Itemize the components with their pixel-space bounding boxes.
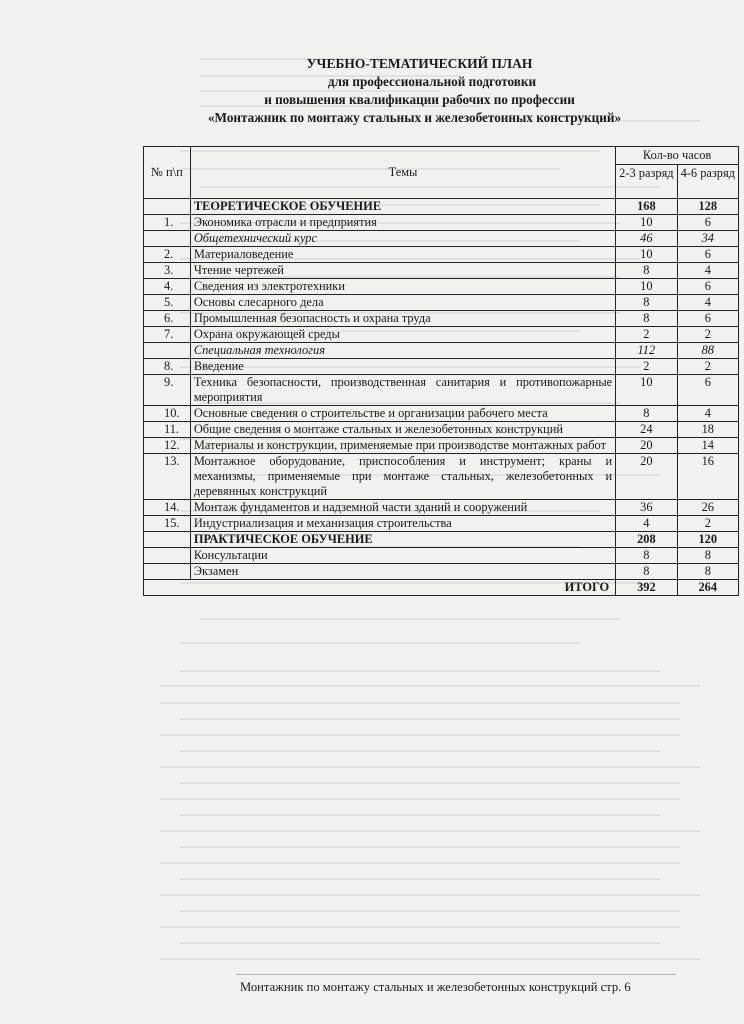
ghost-line xyxy=(160,926,680,928)
ghost-line xyxy=(200,618,620,620)
row-topic: Охрана окружающей среды xyxy=(190,327,615,343)
row-hours-4-6: 4 xyxy=(677,263,738,279)
row-hours-2-3: 10 xyxy=(616,279,677,295)
row-hours-2-3: 208 xyxy=(616,532,677,548)
row-topic: ПРАКТИЧЕСКОЕ ОБУЧЕНИЕ xyxy=(190,532,615,548)
row-hours-2-3: 8 xyxy=(616,548,677,564)
row-hours-4-6: 2 xyxy=(677,516,738,532)
ghost-line xyxy=(180,718,680,720)
row-hours-2-3: 24 xyxy=(616,422,677,438)
row-hours-2-3: 10 xyxy=(616,247,677,263)
table-row xyxy=(144,295,739,311)
ghost-line xyxy=(160,702,680,704)
row-hours-2-3: 8 xyxy=(616,564,677,580)
row-hours-2-3: 20 xyxy=(616,438,677,454)
row-topic: Техника безопасности, производственная санитария и противопожарные мероприятия xyxy=(190,375,615,406)
ghost-line xyxy=(160,685,700,687)
title-line-3: и повышения квалификации рабочих по профессии xyxy=(264,92,575,107)
ghost-line xyxy=(160,734,680,736)
row-hours-4-6: 16 xyxy=(677,454,738,500)
ghost-line xyxy=(180,750,660,752)
row-hours-2-3: 2 xyxy=(616,359,677,375)
row-hours-4-6: 6 xyxy=(677,375,738,406)
table-row xyxy=(144,359,739,375)
row-hours-4-6: 6 xyxy=(677,311,738,327)
row-hours-4-6: 6 xyxy=(677,215,738,231)
row-topic: Специальная технология xyxy=(190,343,615,359)
table-row xyxy=(144,375,739,406)
row-topic: Основы слесарного дела xyxy=(190,295,615,311)
row-hours-2-3: 8 xyxy=(616,295,677,311)
footer-divider xyxy=(236,974,676,975)
row-number: 6. xyxy=(144,311,191,327)
row-hours-4-6: 4 xyxy=(677,406,738,422)
subsection-row xyxy=(144,231,739,247)
ghost-line xyxy=(160,830,700,832)
row-topic: Промышленная безопасность и охрана труда xyxy=(190,311,615,327)
row-hours-2-3: 46 xyxy=(616,231,677,247)
row-hours-2-3: 8 xyxy=(616,263,677,279)
table-row xyxy=(144,564,739,580)
row-hours-4-6: 6 xyxy=(677,279,738,295)
ghost-line xyxy=(180,814,660,816)
table-row xyxy=(144,263,739,279)
row-number: 3. xyxy=(144,263,191,279)
ghost-line xyxy=(160,894,700,896)
row-hours-4-6: 8 xyxy=(677,548,738,564)
row-topic: Сведения из электротехники xyxy=(190,279,615,295)
header-grade-4-6: 4-6 разряд xyxy=(677,165,738,199)
header-number: № п\п xyxy=(144,147,191,199)
row-topic: Общетехнический курс xyxy=(190,231,615,247)
row-topic: Чтение чертежей xyxy=(190,263,615,279)
row-number: 8. xyxy=(144,359,191,375)
title-line-4: «Монтажник по монтажу стальных и железобетонных конструкций» xyxy=(207,110,622,125)
row-number: 11. xyxy=(144,422,191,438)
ghost-line xyxy=(160,862,680,864)
row-number: 1. xyxy=(144,215,191,231)
table-row xyxy=(144,548,739,564)
ghost-line xyxy=(180,642,580,644)
ghost-line xyxy=(160,766,700,768)
table-row xyxy=(144,327,739,343)
table-row xyxy=(144,247,739,263)
row-topic: Индустриализация и механизация строительства xyxy=(190,516,615,532)
row-number: 14. xyxy=(144,500,191,516)
row-hours-4-6: 8 xyxy=(677,564,738,580)
row-hours-4-6: 120 xyxy=(677,532,738,548)
page-footer: Монтажник по монтажу стальных и железобетонных конструкций стр. 6 xyxy=(240,980,631,994)
row-hours-2-3: 112 xyxy=(616,343,677,359)
row-number: 7. xyxy=(144,327,191,343)
row-number xyxy=(144,532,191,548)
ghost-line xyxy=(180,782,680,784)
table-row xyxy=(144,454,739,500)
row-number xyxy=(144,548,191,564)
section-row xyxy=(144,199,739,215)
row-hours-2-3: 36 xyxy=(616,500,677,516)
row-hours-4-6: 2 xyxy=(677,359,738,375)
row-hours-4-6: 88 xyxy=(677,343,738,359)
row-hours-2-3: 8 xyxy=(616,311,677,327)
row-topic: Экзамен xyxy=(190,564,615,580)
table-row xyxy=(144,406,739,422)
row-hours-4-6: 26 xyxy=(677,500,738,516)
ghost-line xyxy=(160,798,680,800)
row-topic: Введение xyxy=(190,359,615,375)
section-row xyxy=(144,532,739,548)
title-line-2: для профессиональной подготовки xyxy=(327,74,537,89)
total-hours-4-6: 264 xyxy=(677,580,738,596)
row-hours-2-3: 2 xyxy=(616,327,677,343)
table-row xyxy=(144,500,739,516)
total-row xyxy=(144,580,739,596)
table-row xyxy=(144,279,739,295)
row-topic: Материаловедение xyxy=(190,247,615,263)
row-hours-2-3: 4 xyxy=(616,516,677,532)
ghost-line xyxy=(180,878,660,880)
total-label: ИТОГО xyxy=(144,580,616,596)
row-topic: Монтаж фундаментов и надземной части зданий и сооружений xyxy=(190,500,615,516)
row-number xyxy=(144,343,191,359)
row-hours-2-3: 8 xyxy=(616,406,677,422)
row-hours-2-3: 10 xyxy=(616,215,677,231)
row-topic: Монтажное оборудование, приспособления и инструмент; краны и механизмы, применяемые при монтаже стальных, железобетонных и деревянных конструкций xyxy=(190,454,615,500)
table-row xyxy=(144,311,739,327)
table-row xyxy=(144,516,739,532)
row-number xyxy=(144,564,191,580)
row-topic: Материалы и конструкции, применяемые при производстве монтажных работ xyxy=(190,438,615,454)
row-number: 12. xyxy=(144,438,191,454)
header-grade-2-3: 2-3 разряд xyxy=(616,165,677,199)
row-topic: ТЕОРЕТИЧЕСКОЕ ОБУЧЕНИЕ xyxy=(190,199,615,215)
row-number: 2. xyxy=(144,247,191,263)
row-number xyxy=(144,199,191,215)
row-topic: Общие сведения о монтаже стальных и железобетонных конструкций xyxy=(190,422,615,438)
row-number: 4. xyxy=(144,279,191,295)
row-hours-2-3: 168 xyxy=(616,199,677,215)
table-row xyxy=(144,422,739,438)
ghost-line xyxy=(160,958,700,960)
row-number: 10. xyxy=(144,406,191,422)
total-hours-2-3: 392 xyxy=(616,580,677,596)
row-number: 5. xyxy=(144,295,191,311)
ghost-line xyxy=(180,670,660,672)
row-hours-2-3: 10 xyxy=(616,375,677,406)
row-hours-4-6: 128 xyxy=(677,199,738,215)
document-title xyxy=(0,55,744,127)
ghost-line xyxy=(180,942,660,944)
table-row xyxy=(144,438,739,454)
row-topic: Основные сведения о строительстве и организации рабочего места xyxy=(190,406,615,422)
row-hours-2-3: 20 xyxy=(616,454,677,500)
row-number: 9. xyxy=(144,375,191,406)
row-hours-4-6: 14 xyxy=(677,438,738,454)
row-topic: Консультации xyxy=(190,548,615,564)
row-hours-4-6: 4 xyxy=(677,295,738,311)
row-topic: Экономика отрасли и предприятия xyxy=(190,215,615,231)
table-row xyxy=(144,215,739,231)
ghost-line xyxy=(180,910,680,912)
header-hours: Кол-во часов xyxy=(616,147,739,165)
row-hours-4-6: 18 xyxy=(677,422,738,438)
row-number: 15. xyxy=(144,516,191,532)
title-line-1: УЧЕБНО-ТЕМАТИЧЕСКИЙ ПЛАН xyxy=(306,56,533,71)
row-hours-4-6: 34 xyxy=(677,231,738,247)
ghost-line xyxy=(180,846,680,848)
row-number xyxy=(144,231,191,247)
header-topics: Темы xyxy=(190,147,615,199)
row-hours-4-6: 2 xyxy=(677,327,738,343)
row-number: 13. xyxy=(144,454,191,500)
curriculum-table xyxy=(143,146,739,596)
subsection-row xyxy=(144,343,739,359)
row-hours-4-6: 6 xyxy=(677,247,738,263)
